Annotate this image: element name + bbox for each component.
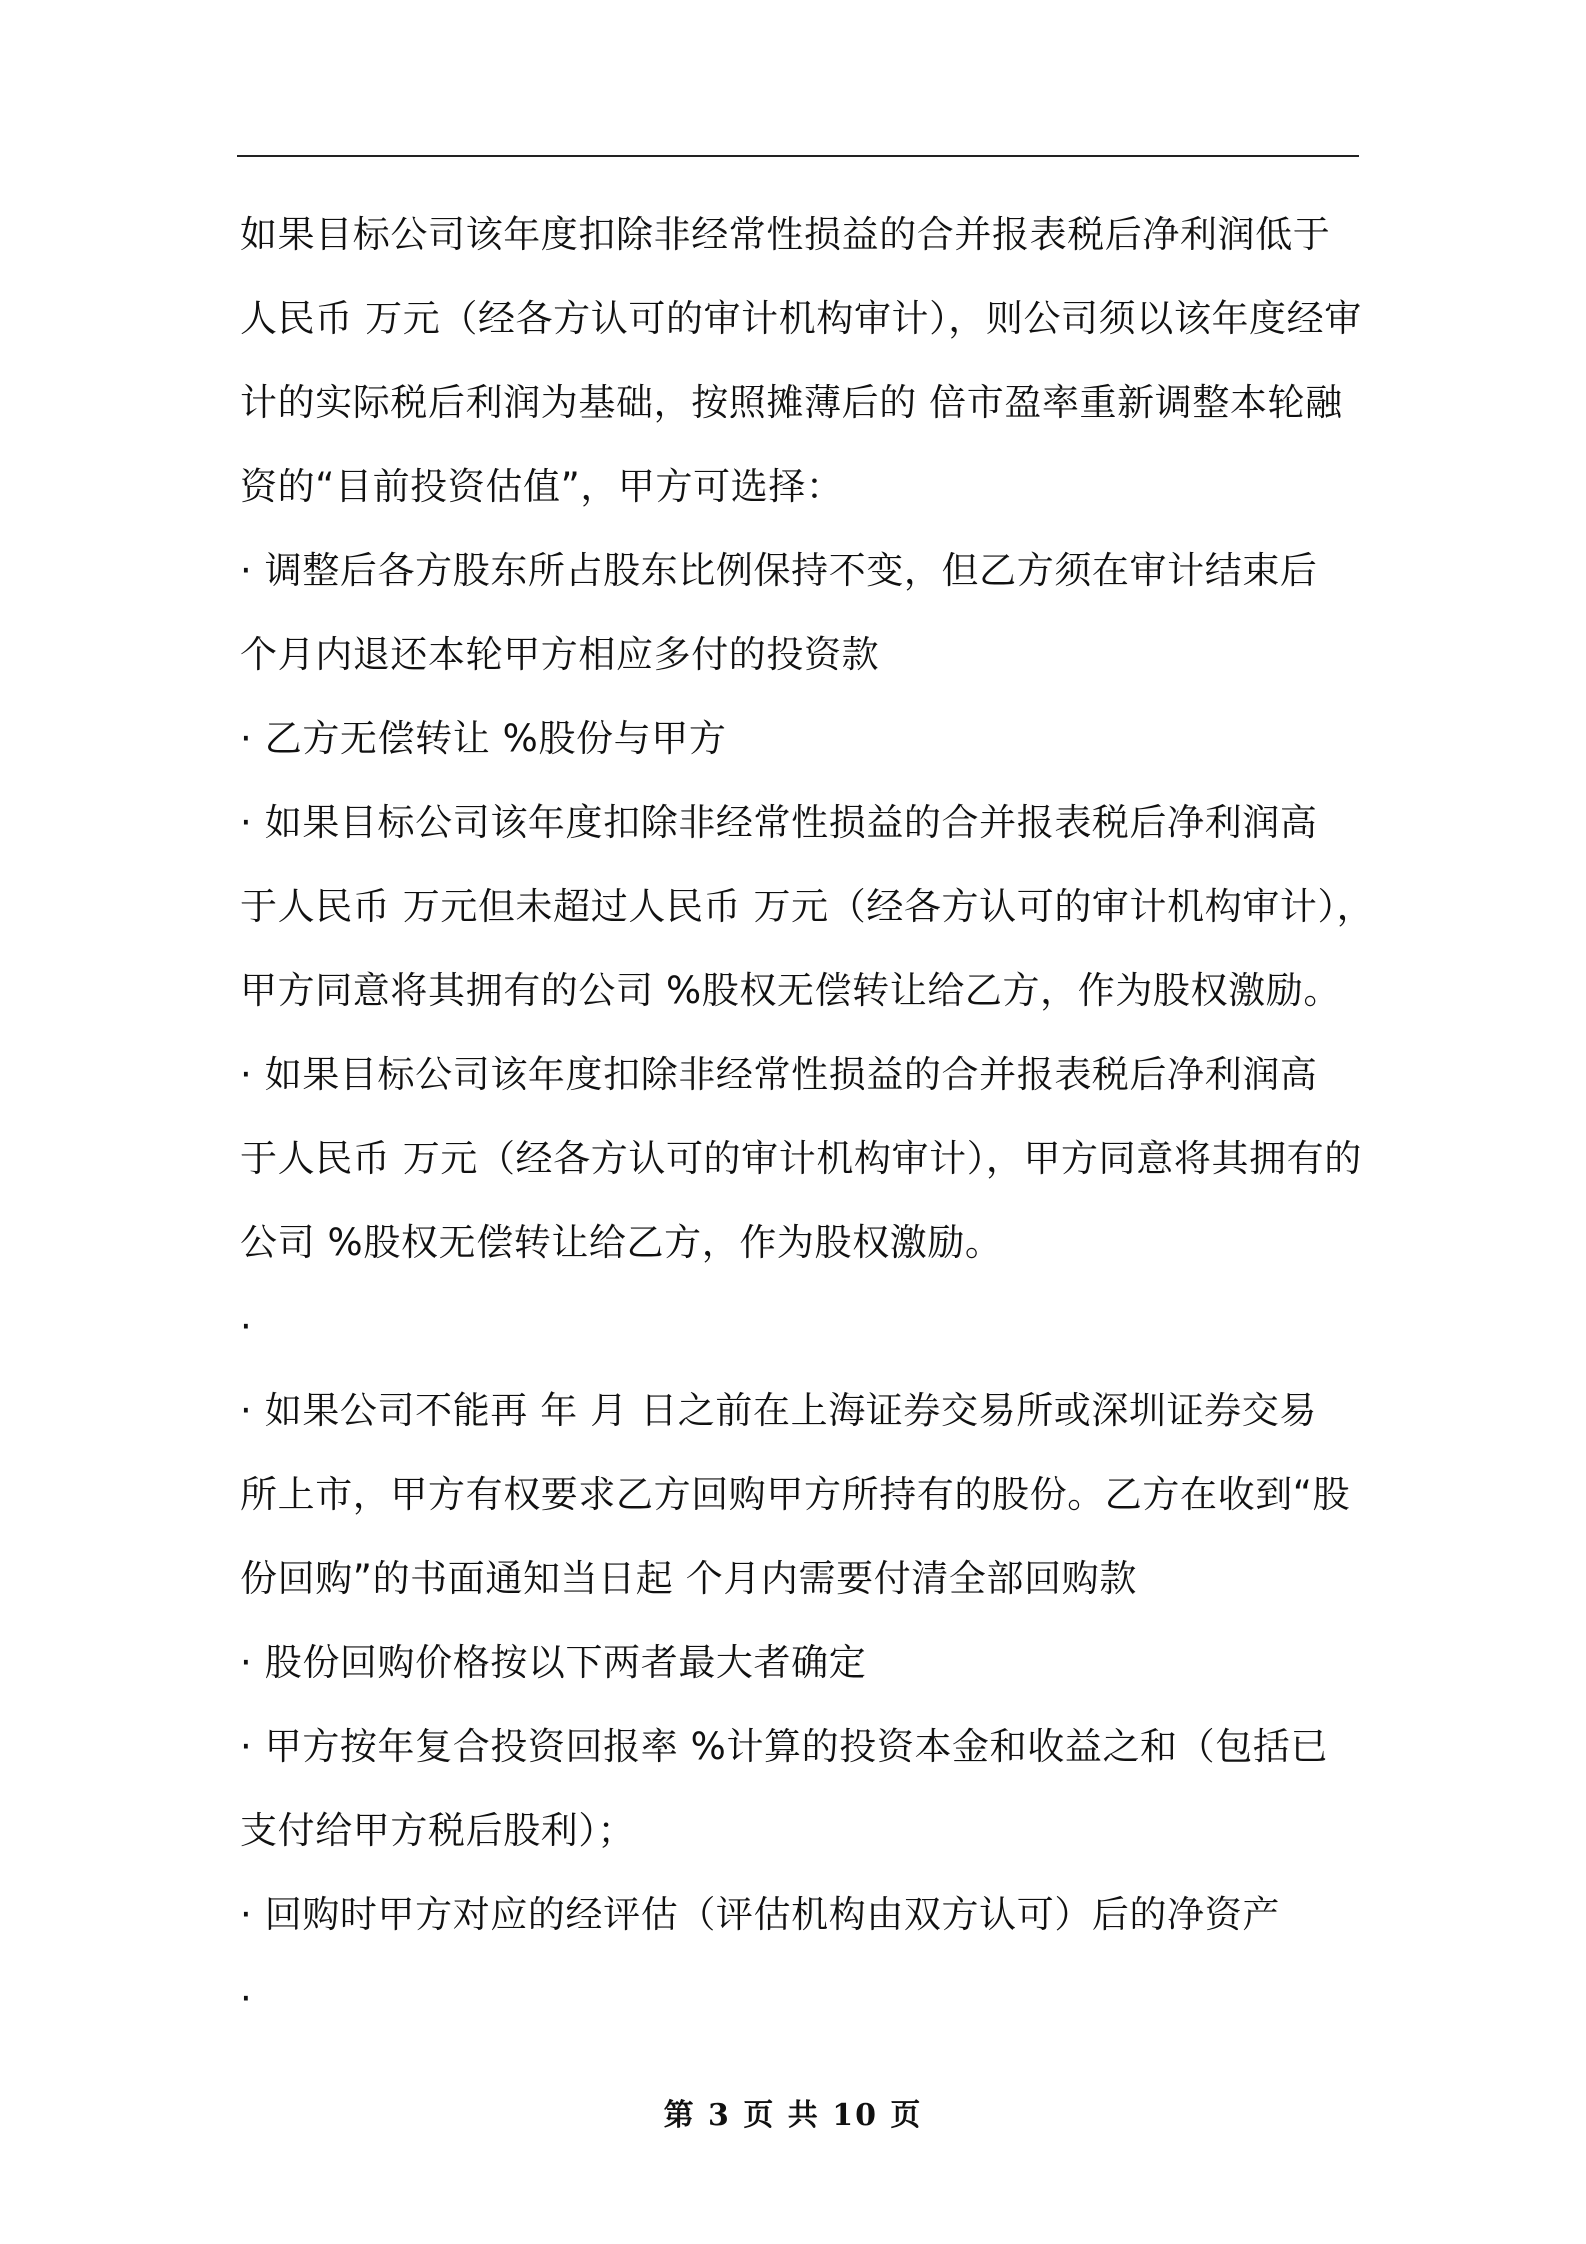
list-item-line: · 乙方无偿转让 %股份与甲方	[240, 717, 727, 760]
page-number-footer: 第 3 页 共 10 页	[663, 2098, 923, 2133]
text-line: 甲方同意将其拥有的公司 %股权无偿转让给乙方，作为股权激励。	[240, 969, 1341, 1012]
text-line: 份回购”的书面通知当日起 个月内需要付清全部回购款	[240, 1557, 1137, 1600]
text-line: 所上市，甲方有权要求乙方回购甲方所持有的股份。乙方在收到“股	[240, 1473, 1351, 1516]
header-rule	[237, 155, 1359, 157]
text-line: 计的实际税后利润为基础，按照摊薄后的 倍市盈率重新调整本轮融	[240, 381, 1343, 424]
list-item-line: · 如果公司不能再 年 月 日之前在上海证券交易所或深圳证券交易	[240, 1389, 1318, 1432]
empty-bullet-line: ·	[240, 1977, 253, 2020]
text-line: 支付给甲方税后股利）；	[240, 1809, 636, 1852]
text-line: 于人民币 万元（经各方认可的审计机构审计），甲方同意将其拥有的	[240, 1137, 1362, 1180]
text-line: 资的“目前投资估值”，甲方可选择：	[240, 465, 844, 508]
text-line: 公司 %股权无偿转让给乙方，作为股权激励。	[240, 1221, 1003, 1264]
list-item-line: · 调整后各方股东所占股东比例保持不变，但乙方须在审计结束后	[240, 549, 1318, 592]
list-item-line: · 如果目标公司该年度扣除非经常性损益的合并报表税后净利润高	[240, 1053, 1318, 1096]
text-line: 人民币 万元（经各方认可的审计机构审计），则公司须以该年度经审	[240, 297, 1362, 340]
text-line: 于人民币 万元但未超过人民币 万元（经各方认可的审计机构审计），	[240, 885, 1375, 928]
list-item-line: · 如果目标公司该年度扣除非经常性损益的合并报表税后净利润高	[240, 801, 1318, 844]
empty-bullet-line: ·	[240, 1305, 253, 1348]
list-item-line: · 回购时甲方对应的经评估（评估机构由双方认可）后的净资产	[240, 1893, 1280, 1936]
list-item-line: · 股份回购价格按以下两者最大者确定	[240, 1641, 867, 1684]
text-line: 个月内退还本轮甲方相应多付的投资款	[240, 633, 880, 676]
list-item-line: · 甲方按年复合投资回报率 %计算的投资本金和收益之和（包括已	[240, 1725, 1329, 1768]
document-body	[240, 193, 1375, 2041]
text-line: 如果目标公司该年度扣除非经常性损益的合并报表税后净利润低于	[240, 213, 1331, 256]
